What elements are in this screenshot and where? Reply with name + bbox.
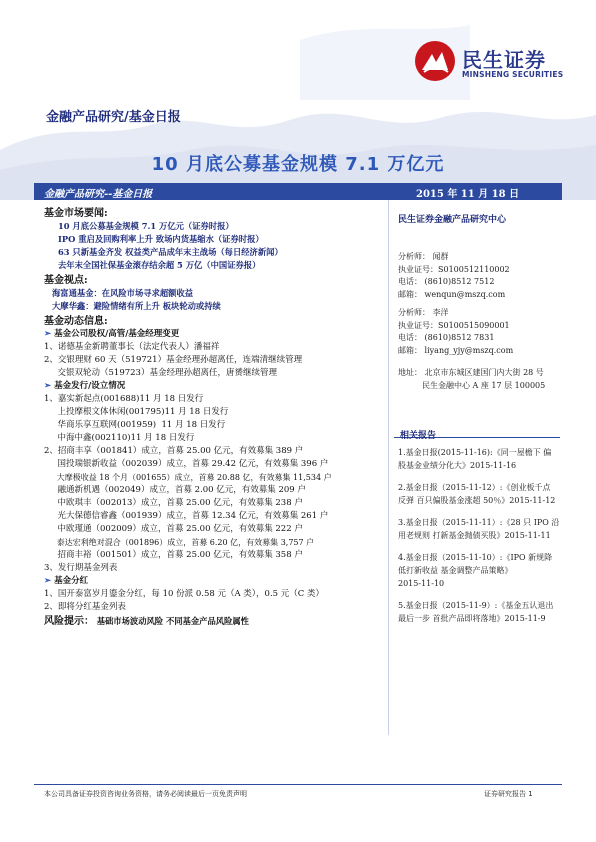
analyst-cert: 执业证号：S0100512110002 [398,264,510,274]
fund-view-item[interactable]: 大摩华鑫：避险情绪有所上升 板块轮动或持续 [52,301,221,311]
section-heading-text: 基金公司股权/高管/基金经理变更 [54,329,180,339]
logo-text-en: MINSHENG SECURITIES [462,70,564,79]
sec2-line: 1、嘉实新起点(001688)11 月 18 日发行 [44,394,204,404]
section-heading-dividend [44,575,384,588]
sec2-line: 国投瑞银新收益（002039）成立，首募 29.42 亿元，有效募集 396 户 [44,459,329,469]
risk-label: 风险提示： [44,616,94,627]
sec2-line: 招商丰裕（001501）成立，首募 25.00 亿元，有效募集 358 户 [44,550,303,560]
analyst-phone: 电话： (8610)8512 7831 [398,333,495,342]
related-report-line: 1.基金日报(2015-11-16):《同一屋檐下 偏 [398,448,552,457]
analyst-block-1 [398,251,510,301]
market-news-item[interactable]: 10 月底公募基金规模 7.1 万亿元（证券时报） [58,221,234,231]
market-news-item[interactable]: 63 只新基金齐发 权益类产品成年末主战场（每日经济新闻） [58,247,283,257]
analyst-name: 分析师： 李洋 [398,308,449,317]
related-report-line: 2015-11-10 [398,579,445,588]
sec2-line: 2、招商丰享（001841）成立，首募 25.00 亿元，有效募集 389 户 [44,446,304,456]
sec2-line: 大摩极收益 18 个月（001655）成立，首募 20.88 亿，有效募集 11,534 户 [44,473,332,482]
related-report-line: 反弹 百只偏股基金涨超 50％》2015-11-12 [398,496,556,505]
related-reports-header [394,420,560,441]
risk-text: 基础市场波动风险 不同基金产品风险属性 [96,616,249,626]
market-news-item[interactable]: 去年末全国社保基金滚存结余超 5 万亿（中国证券报） [58,260,261,270]
address-line-2: 民生金融中心 A 座 17 层 100005 [422,380,546,390]
market-news-heading: 基金市场要闻: [44,208,108,219]
related-report-item[interactable] [398,551,560,590]
related-report-line: 2.基金日报（2015-11-12）:《创业板千点 [398,483,551,492]
related-report-line: 用老规则 打新基金抛债买股》2015-11-11 [398,531,551,540]
sec2-line: 3、发行期基金列表 [44,563,118,573]
analyst-email[interactable]: 邮箱： wenqun@mszq.com [398,289,506,299]
fund-view-item[interactable]: 海富通基金：在风险市场寻求超额收益 [52,288,194,298]
risk-warning [44,615,384,629]
related-report-item[interactable] [398,481,560,507]
arrow-right-icon: ➢ [44,381,52,391]
section-heading-text: 基金发行/设立情况 [54,381,126,391]
address-block [398,367,558,392]
analyst-block-2 [398,307,513,357]
related-report-line: 5.基金日报（2015-11-9）:《基金五认退出 [398,601,554,610]
sec2-line: 泰达宏利绝对混合（001896）成立，首募 6.20 亿，有效募集 3,757 户 [44,538,315,547]
fund-dynamics-heading: 基金动态信息: [44,316,108,327]
related-report-line: 最后一步 首批产品即将落地》2015-11-9 [398,614,546,623]
section-heading-text: 基金分红 [54,576,89,586]
address-line-1: 地址： 北京市东城区建国门内大街 28 号 [398,368,544,377]
related-report-line: 4.基金日报（2015-11-10）:《IPO 新规降 [398,553,553,562]
sec2-line: 华商乐享互联网(001959) 11 月 18 日发行 [44,420,226,430]
report-series: 金融产品研究/基金日报 [46,110,181,125]
analyst-phone: 电话： (8610)8512 7512 [398,277,495,286]
sec2-line: 中欧琪丰（002013）成立，首募 25.00 亿元，有效募集 238 户 [44,498,303,508]
analyst-cert: 执业证号：S0100515090001 [398,320,510,330]
sec1-line: 2、交银理财 60 天（519721）基金经理孙超离任，连端清继续管理 [44,355,303,365]
section-heading-issuance [44,380,384,393]
related-reports-title: 相关报告 [400,431,437,441]
sec3-line: 1、国开泰富岁月鎏金分红，每 10 份派 0.58 元（A 类），0.5 元（C 类） [44,589,324,599]
related-report-line: 3.基金日报（2015-11-11）:《28 只 IPO 沿 [398,518,560,527]
analyst-name: 分析师： 闻群 [398,252,449,261]
footer-page: 证券研究报告 1 [484,790,533,798]
related-report-item[interactable] [398,516,560,542]
sec2-line: 融通新机遇（002049）成立，首募 2.00 亿元，有效募集 209 户 [44,485,306,495]
related-report-item[interactable] [398,599,560,625]
main-content [44,207,384,629]
sec2-line: 中欧瑾通（002009）成立，首募 25.00 亿元，有效募集 222 户 [44,524,303,534]
related-report-line: 股基金业绩分化大》2015-11-16 [398,461,517,470]
related-report-line: 低打新收益 基金调整产品策略》 [398,566,513,575]
footer-disclaimer: 本公司具备证券投资咨询业务资格，请务必阅读最后一页免责声明 [44,790,247,798]
sec1-line: 交银双轮动（519723）基金经理孙超离任，唐赟继续管理 [44,368,277,378]
sidebar-title: 民生证券金融产品研究中心 [398,215,507,225]
header-bar-date: 2015 年 11 月 18 日 [416,189,520,200]
section-heading-management [44,328,384,341]
arrow-right-icon: ➢ [44,329,52,339]
fund-views-heading: 基金视点: [44,275,88,286]
sec2-line: 中海中鑫(002110)11 月 18 日发行 [44,433,195,443]
logo-text-cn: 民生证券 [462,48,546,72]
sec1-line: 1、诺德基金新聘董事长（法定代表人）潘福祥 [44,342,220,352]
arrow-right-icon: ➢ [44,576,52,586]
sec3-line: 2、即将分红基金列表 [44,602,126,612]
analyst-email[interactable]: 邮箱： liyang_yjy@mszq.com [398,345,514,355]
sec2-line: 光大保德信睿鑫（001939）成立，首募 12.34 亿元，有效募集 261 户 [44,511,329,521]
related-report-item[interactable] [398,446,560,472]
footer-divider [34,784,562,785]
minsheng-logo-icon [414,40,456,82]
sec2-line: 上投摩根文体休闲(001795)11 月 18 日发行 [44,407,229,417]
report-title: 10 月底公募基金规模 7.1 万亿元 [151,154,445,175]
header-bar-category: 金融产品研究--基金日报 [44,189,153,200]
market-news-item[interactable]: IPO 重启及回购利率上升 致场内货基缩水（证券时报） [58,234,264,244]
